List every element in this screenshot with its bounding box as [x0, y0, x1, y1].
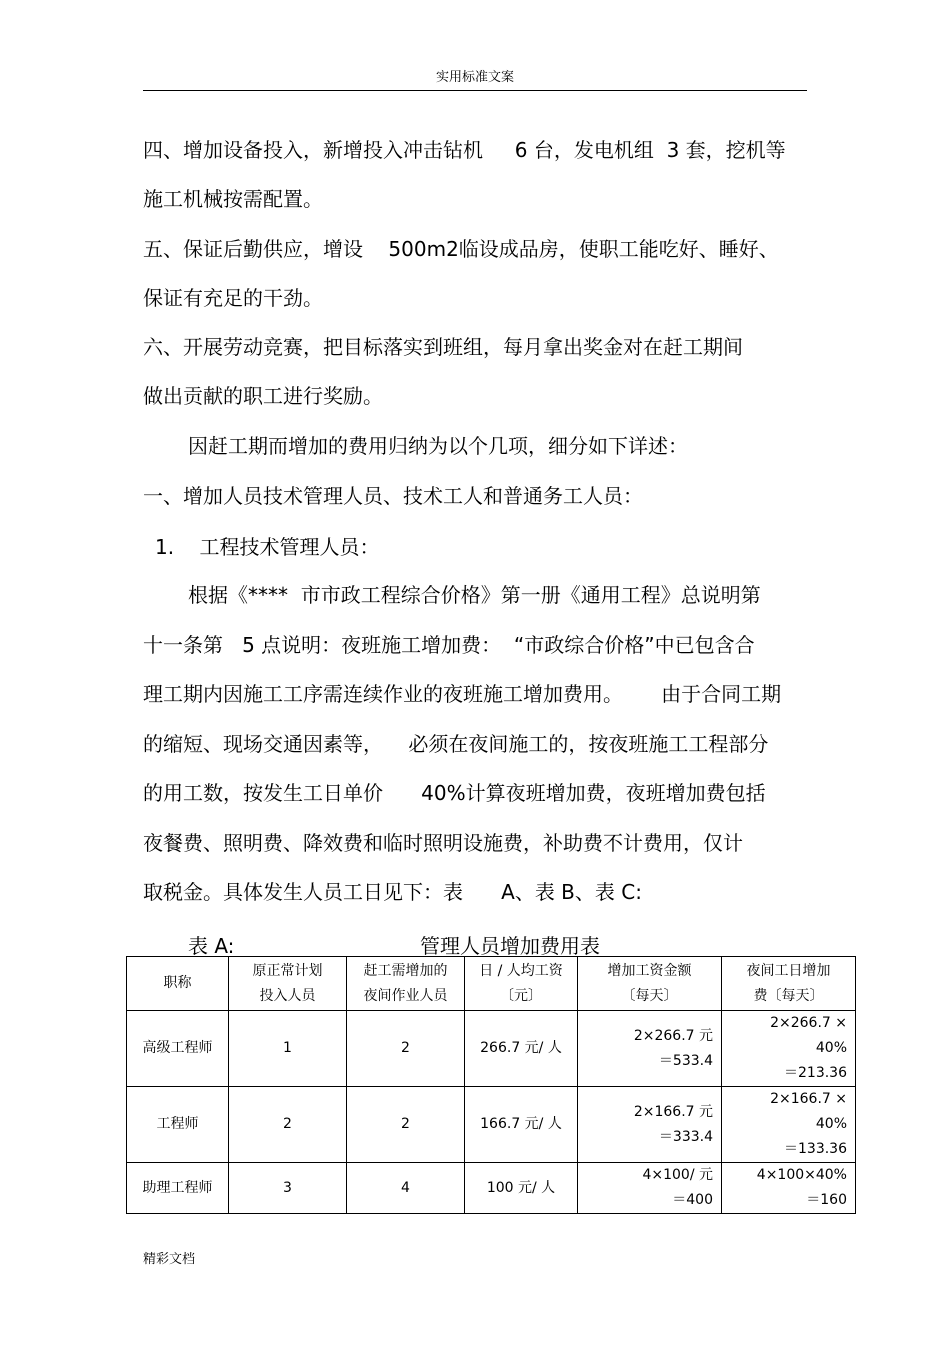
- table-title: 管理人员增加费用表: [420, 934, 600, 958]
- paragraph-line: 理工期内因施工工序需连续作业的夜班施工增加费用。 由于合同工期: [143, 682, 782, 706]
- wage-cell: 100 元/ 人: [465, 1163, 578, 1214]
- paragraph-line: 保证有充足的干劲。: [143, 286, 323, 310]
- paragraph-line: 六、开展劳动竞赛，把目标落实到班组，每月拿出奖金对在赶工期间: [143, 335, 743, 359]
- paragraph-line: 四、增加设备投入，新增投入冲击钻机 6 台，发电机组 3 套，挖机等: [143, 138, 786, 162]
- wage-cell: 166.7 元/ 人: [465, 1087, 578, 1163]
- header-rule: [143, 90, 807, 91]
- planned-cell: 1: [229, 1011, 347, 1087]
- paragraph-line: 五、保证后勤供应，增设 500m2临设成品房，使职工能吃好、睡好、: [143, 237, 779, 261]
- table-header-row: [127, 957, 856, 1011]
- night-cell: 2×266.7 × 40% ＝213.36: [722, 1011, 856, 1087]
- section-heading: 一、增加人员技术管理人员、技术工人和普通务工人员：: [143, 484, 643, 508]
- planned-cell: 3: [229, 1163, 347, 1214]
- paragraph-line: 夜餐费、照明费、降效费和临时照明设施费，补助费不计费用，仅计: [143, 831, 743, 855]
- table-label: 表 A:: [188, 934, 235, 958]
- paragraph-line: 的用工数，按发生工日单价 40%计算夜班增加费，夜班增加费包括: [143, 781, 766, 805]
- paragraph-line: 取税金。具体发生人员工日见下：表 A、表 B、表 C:: [143, 880, 642, 904]
- table-row: [127, 1163, 856, 1214]
- paragraph-line: 十一条第 5 点说明：夜班施工增加费： “市政综合价格”中已包含合: [143, 633, 755, 657]
- footer-text: 精彩文档: [143, 1252, 196, 1267]
- amount-cell: 2×266.7 元 ＝533.4: [578, 1011, 722, 1087]
- table-row: [127, 1011, 856, 1087]
- title-cell: 工程师: [127, 1087, 229, 1163]
- header-cell: 职称: [127, 957, 229, 1011]
- paragraph-line: 因赶工期而增加的费用归纳为以个几项，细分如下详述：: [188, 434, 688, 458]
- header-cell: 原正常计划 投入人员: [229, 957, 347, 1011]
- table-row: [127, 1087, 856, 1163]
- header-cell: 夜间工日增加 费〔每天〕: [722, 957, 856, 1011]
- paragraph-line: 施工机械按需配置。: [143, 187, 323, 211]
- amount-cell: 4×100/ 元 ＝400: [578, 1163, 722, 1214]
- paragraph-line: 做出贡献的职工进行奖励。: [143, 384, 383, 408]
- amount-cell: 2×166.7 元 ＝333.4: [578, 1087, 722, 1163]
- added-cell: 4: [347, 1163, 465, 1214]
- paragraph-line: 根据《**** 市市政工程综合价格》第一册《通用工程》总说明第: [188, 583, 761, 607]
- planned-cell: 2: [229, 1087, 347, 1163]
- added-cell: 2: [347, 1087, 465, 1163]
- header-cell: 增加工资金额 〔每天〕: [578, 957, 722, 1011]
- header-title: 实用标准文案: [435, 70, 514, 85]
- added-cell: 2: [347, 1011, 465, 1087]
- title-cell: 高级工程师: [127, 1011, 229, 1087]
- numbered-item: 1. 工程技术管理人员：: [155, 535, 380, 559]
- header-cell: 日 / 人均工资 〔元〕: [465, 957, 578, 1011]
- night-cell: 2×166.7 × 40% ＝133.36: [722, 1087, 856, 1163]
- cost-table: [126, 956, 856, 1214]
- title-cell: 助理工程师: [127, 1163, 229, 1214]
- wage-cell: 266.7 元/ 人: [465, 1011, 578, 1087]
- paragraph-line: 的缩短、现场交通因素等， 必须在夜间施工的，按夜班施工工程部分: [143, 732, 769, 756]
- header-cell: 赶工需增加的 夜间作业人员: [347, 957, 465, 1011]
- night-cell: 4×100×40% ＝160: [722, 1163, 856, 1214]
